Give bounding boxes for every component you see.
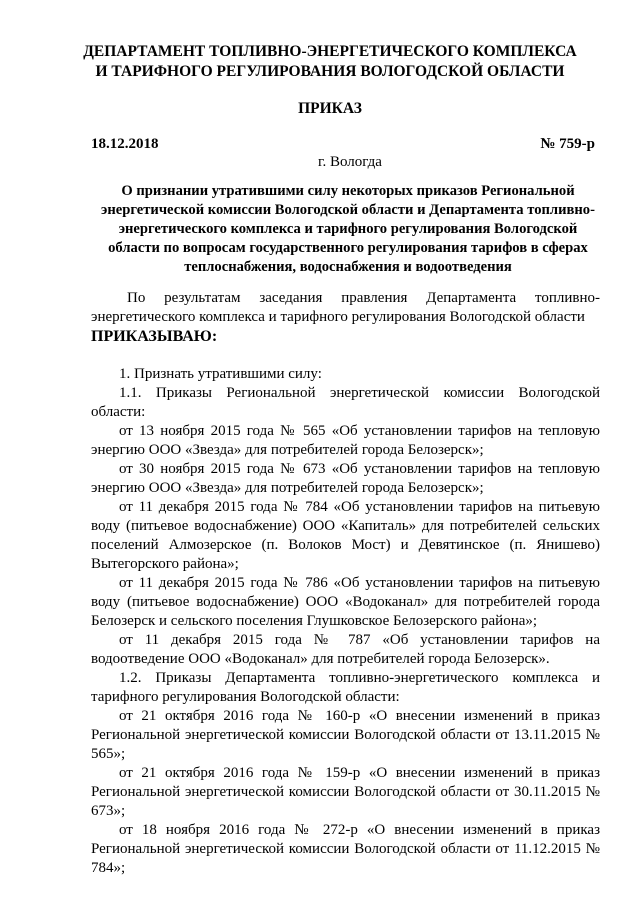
clause-1-1: 1.1. Приказы Региональной энергетической комиссии Вологодской области: bbox=[91, 385, 600, 420]
clause-1-2: 1.2. Приказы Департамента топливно-энергетического комплекса и тарифного регулирования Вологодской области: bbox=[91, 670, 600, 705]
order-body bbox=[91, 289, 600, 878]
list-item: от 21 октября 2016 года № 160-р «О внесении изменений в приказ Региональной энергетической комиссии Вологодской области от 13.11.2015 № 565»; bbox=[91, 708, 600, 762]
list-item: от 11 декабря 2015 года № 784 «Об установлении тарифов на питьевую воду (питьевое водоснабжение) ООО «Капиталь» для потребителей сельских поселений Алмозерское (п. Волоков Мост) и Девятинское (п. Янишево) Вытегорского района»; bbox=[91, 499, 600, 572]
list-item: от 18 ноября 2016 года № 272-р «О внесении изменений в приказ Региональной энергетической комиссии Вологодской области от 11.12.2015 № 784»; bbox=[91, 822, 600, 876]
list-item: от 11 декабря 2015 года № 787 «Об установлении тарифов на водоотведение ООО «Водоканал» для потребителей города Белозерск». bbox=[91, 632, 600, 667]
list-item: от 21 октября 2016 года № 159-р «О внесении изменений в приказ Региональной энергетической комиссии Вологодской области от 30.11.2015 № 673»; bbox=[91, 765, 600, 819]
header-line-1: ДЕПАРТАМЕНТ ТОПЛИВНО-ЭНЕРГЕТИЧЕСКОГО КОМПЛЕКСА bbox=[83, 43, 577, 60]
order-number: № 759-р bbox=[540, 136, 595, 152]
order-title: ПРИКАЗ bbox=[298, 100, 362, 117]
order-subject: О признании утратившими силу некоторых приказов Региональной энергетической комиссии Вологодской области и Департамента топливно-энергетического комплекса и тарифного регулирования Вологодской области по вопросам государственного регулирования тарифов в сферах теплоснабжения, водоснабжения и водоотведения bbox=[101, 183, 595, 275]
order-word: ПРИКАЗЫВАЮ: bbox=[91, 328, 218, 345]
list-item: от 11 декабря 2015 года № 786 «Об установлении тарифов на питьевую воду (питьевое водоснабжение) ООО «Водоканал» для потребителей города Белозерск и сельского поселения Глушковское Белозерского района»; bbox=[91, 575, 600, 629]
city: г. Вологда bbox=[318, 154, 382, 170]
list-item: от 30 ноября 2015 года № 673 «Об установлении тарифов на тепловую энергию ООО «Звезда» для потребителей города Белозерск»; bbox=[91, 461, 600, 496]
list-item: от 13 ноября 2015 года № 565 «Об установлении тарифов на тепловую энергию ООО «Звезда» для потребителей города Белозерск»; bbox=[91, 423, 600, 458]
intro-paragraph: По результатам заседания правления Департамента топливно-энергетического комплекса и тарифного регулирования Вологодской области bbox=[91, 290, 600, 325]
department-header bbox=[60, 42, 600, 82]
clause-1: 1. Признать утратившими силу: bbox=[119, 366, 322, 382]
header-line-2: И ТАРИФНОГО РЕГУЛИРОВАНИЯ ВОЛОГОДСКОЙ ОБЛАСТИ bbox=[95, 63, 565, 80]
order-date: 18.12.2018 bbox=[91, 136, 159, 152]
